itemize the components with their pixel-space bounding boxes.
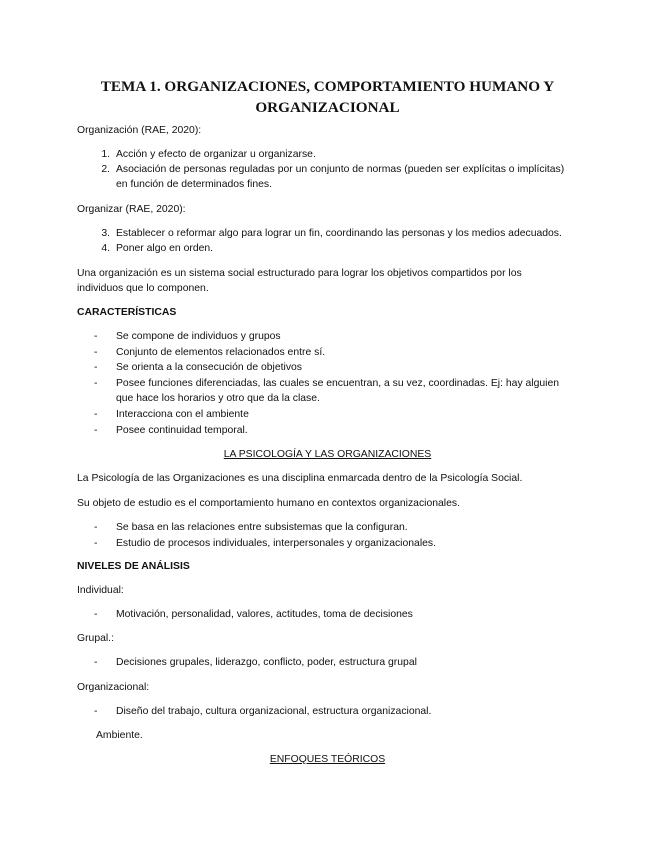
characteristics-heading: CARACTERÍSTICAS (77, 307, 177, 318)
bullet-dash: - (94, 522, 98, 533)
list-item: Acción y efecto de organizar u organizarse. (116, 149, 316, 160)
summary-line-2: individuos que lo componen. (77, 283, 209, 294)
title-line-2: ORGANIZACIONAL (255, 99, 400, 116)
levels-heading: NIVELES DE ANÁLISIS (77, 561, 190, 572)
bullet-dash: - (94, 378, 98, 389)
list-number: 1. (101, 149, 110, 160)
bullet-dash: - (94, 409, 98, 420)
list-item: Motivación, personalidad, valores, actitudes, toma de decisiones (116, 609, 413, 620)
title-line-1: TEMA 1. ORGANIZACIONES, COMPORTAMIENTO HUMANO Y (100, 78, 555, 95)
list-item: Diseño del trabajo, cultura organizacional, estructura organizacional. (116, 706, 432, 717)
document-title (60, 76, 595, 118)
bullet-dash: - (94, 538, 98, 549)
list-item: Se orienta a la consecución de objetivos (116, 362, 302, 373)
list-item-continuation: que hace los horarios y otro que da la clase. (116, 393, 320, 404)
bullet-dash: - (94, 609, 98, 620)
list-item: Posee continuidad temporal. (116, 425, 248, 436)
bullet-dash: - (94, 347, 98, 358)
list-item: Se basa en las relaciones entre subsistemas que la configuran. (116, 522, 408, 533)
list-item: Posee funciones diferenciadas, las cuales se encuentran, a su vez, coordinadas. Ej: hay alguien (116, 378, 560, 389)
paragraph: La Psicología de las Organizaciones es una disciplina enmarcada dentro de la Psicología Social. (77, 473, 523, 484)
list-item: Decisiones grupales, liderazgo, conflicto, poder, estructura grupal (116, 657, 417, 668)
list-item: Poner algo en orden. (116, 243, 214, 254)
section-heading-enfoques: ENFOQUES TEÓRICOS (269, 754, 386, 765)
level-group-label: Grupal.: (77, 633, 114, 644)
bullet-dash: - (94, 657, 98, 668)
ambiente-text: Ambiente. (96, 730, 143, 741)
bullet-dash: - (94, 362, 98, 373)
list-number: 4. (101, 243, 110, 254)
list-number: 2. (101, 164, 110, 175)
definition-organizacion-label: Organización (RAE, 2020): (77, 125, 202, 136)
list-item: Interacciona con el ambiente (116, 409, 249, 420)
list-item: Se compone de individuos y grupos (116, 331, 281, 342)
list-number: 3. (101, 228, 110, 239)
level-org-label: Organizacional: (77, 682, 150, 693)
bullet-dash: - (94, 706, 98, 717)
list-item: Estudio de procesos individuales, interpersonales y organizacionales. (116, 538, 436, 549)
definition-organizar-label: Organizar (RAE, 2020): (77, 204, 186, 215)
level-individual-label: Individual: (77, 585, 124, 596)
list-item: Asociación de personas reguladas por un conjunto de normas (pueden ser explícitas o implícitas) (116, 164, 565, 175)
list-item: Conjunto de elementos relacionados entre sí. (116, 347, 326, 358)
paragraph: Su objeto de estudio es el comportamiento humano en contextos organizacionales. (77, 498, 460, 509)
list-item: Establecer o reformar algo para lograr un fin, coordinando las personas y los medios adecuados. (116, 228, 562, 239)
bullet-dash: - (94, 331, 98, 342)
section-heading-psicologia: LA PSICOLOGÍA Y LAS ORGANIZACIONES (223, 449, 432, 460)
bullet-dash: - (94, 425, 98, 436)
list-item-continuation: en función de determinados fines. (116, 179, 272, 190)
summary-line-1: Una organización es un sistema social estructurado para lograr los objetivos compartidos por los (77, 268, 522, 279)
